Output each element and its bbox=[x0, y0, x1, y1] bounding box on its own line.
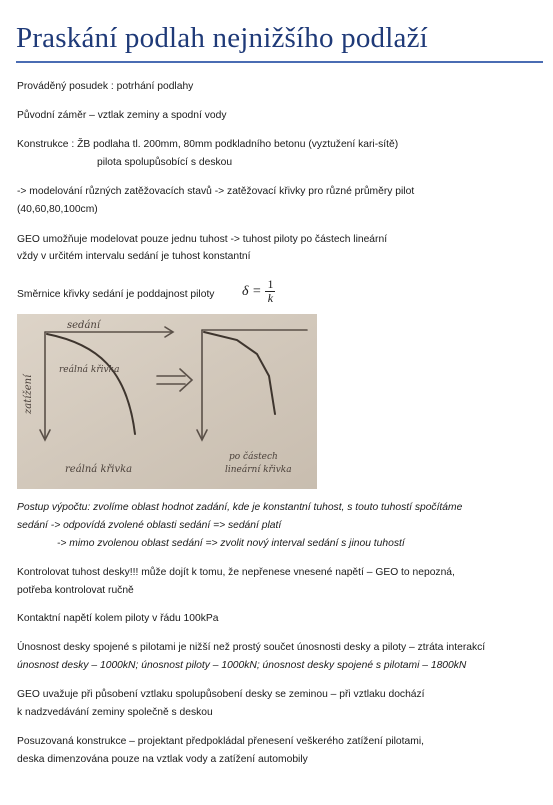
text-line: -> mimo zvolenou oblast sedání => zvolit nový interval sedání s jinou tuhostí bbox=[57, 538, 405, 549]
text-line: deska dimenzována pouze na vztlak vody a zatížení automobily bbox=[17, 754, 308, 765]
sketch-paper bbox=[17, 314, 317, 489]
text-line: Kontrolovat tuhost desky!!! může dojít k tomu, že nepřenese vnesené napětí – GEO to nepozná, bbox=[17, 567, 455, 578]
text-line: Původní záměr – vztlak zeminy a spodní vody bbox=[17, 110, 227, 121]
formula-denominator: k bbox=[267, 291, 274, 305]
text-line: Posuzovaná konstrukce – projektant předpokládal přenesení veškerého zatížení pilotami, bbox=[17, 736, 424, 747]
text-line: Směrnice křivky sedání je poddajnost piloty bbox=[17, 289, 215, 300]
text-line: vždy v určitém intervalu sedání je tuhost konstantní bbox=[17, 251, 251, 262]
title-underline bbox=[16, 61, 543, 63]
text-line: -> modelování různých zatěžovacích stavů -> zatěžovací křivky pro různé průměry pilot bbox=[17, 186, 415, 197]
formula-fraction bbox=[265, 278, 275, 305]
text-line: GEO uvažuje při působení vztlaku spolupůsobení desky se zeminou – při vztlaku dochází bbox=[17, 689, 425, 700]
sketch-label-curve: reálná křivka bbox=[59, 365, 120, 375]
sketch-label-top: sedání bbox=[67, 320, 101, 331]
text-line: pilota spolupůsobící s deskou bbox=[97, 157, 233, 168]
formula-numerator: 1 bbox=[267, 277, 274, 291]
sketch-label-left: zatížení bbox=[23, 374, 34, 414]
text-line: Prováděný posudek : potrhání podlahy bbox=[17, 81, 194, 92]
text-line: GEO umožňuje modelovat pouze jednu tuhost -> tuhost piloty po částech lineární bbox=[17, 234, 388, 245]
text-line: Postup výpočtu: zvolíme oblast hodnot zadání, kde je konstantní tuhost, s touto tuhostí spočítáme bbox=[17, 502, 463, 513]
formula bbox=[242, 278, 275, 305]
hand-sketch-image bbox=[17, 314, 317, 489]
sketch-label-bottom-right-1: po částech bbox=[229, 452, 278, 462]
text-line: k nadzvedávání zeminy společně s deskou bbox=[17, 707, 213, 718]
sketch-label-bottom-right-2: lineární křivka bbox=[225, 465, 292, 475]
text-line: potřeba kontrolovat ručně bbox=[17, 585, 134, 596]
text-line: Únosnost desky spojené s pilotami je nižší než prostý součet únosnosti desky a piloty – ztráta interakcí bbox=[17, 642, 486, 653]
formula-lhs: δ = bbox=[242, 283, 262, 299]
text-line: Konstrukce : ŽB podlaha tl. 200mm, 80mm podkladního betonu (vyztužení kari-sítě) bbox=[17, 139, 399, 150]
text-line: Kontaktní napětí kolem piloty v řádu 100kPa bbox=[17, 613, 219, 624]
text-line: únosnost desky – 1000kN; únosnost piloty – 1000kN; únosnost desky spojené s pilotami – 1800kN bbox=[17, 660, 467, 671]
text-line: (40,60,80,100cm) bbox=[17, 204, 98, 215]
page-title: Praskání podlah nejnižšího podlaží bbox=[16, 22, 428, 54]
text-line: sedání -> odpovídá zvolené oblasti sedání => sedání platí bbox=[17, 520, 282, 531]
sketch-label-bottom-left: reálná křivka bbox=[65, 464, 133, 475]
